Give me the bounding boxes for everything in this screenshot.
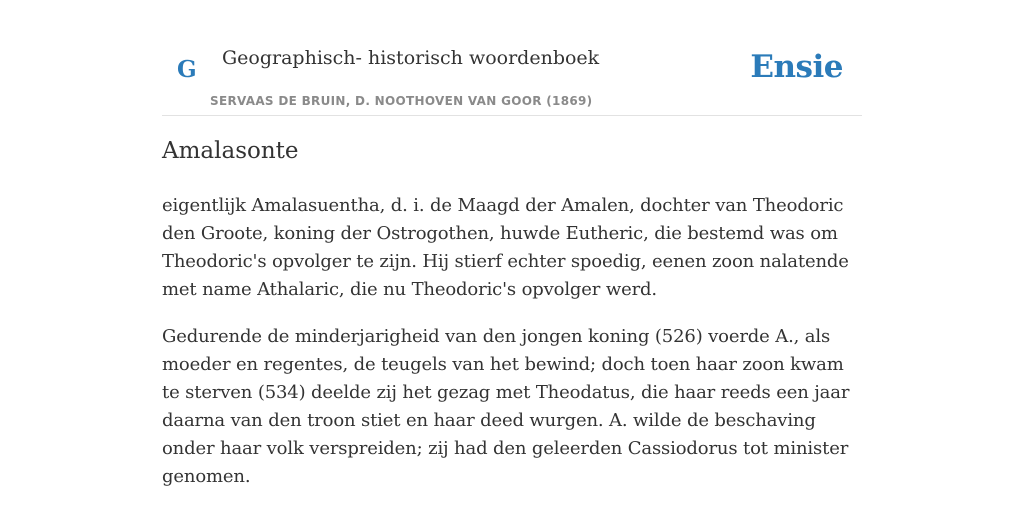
entry-title: Amalasonte	[162, 138, 299, 164]
book-initial-icon[interactable]: G	[177, 56, 197, 83]
entry-paragraph-1: eigentlijk Amalasuentha, d. i. de Maagd der Amalen, dochter van Theodoric den Groote, koning der Ostrogothen, huwde Eutheric, die bestemd was om Theodoric's opvolger te zijn. Hij stierf echter spoedig, eenen zoon nalatende met name Athalaric, die nu Theodoric's opvolger werd.	[162, 195, 849, 300]
book-header	[162, 34, 862, 116]
entry-body	[162, 192, 862, 510]
ensie-logo-link[interactable]: Ensie	[750, 49, 843, 85]
book-authors: SERVAAS DE BRUIN, D. NOOTHOVEN VAN GOOR (1869)	[210, 94, 593, 108]
entry-paragraph-2: Gedurende de minderjarigheid van den jongen koning (526) voerde A., als moeder en regentes, de teugels van het bewind; doch toen haar zoon kwam te sterven (534) deelde zij het gezag met Theodatus, die haar reeds een jaar daarna van den troon stiet en haar deed wurgen. A. wilde de beschaving onder haar volk verspreiden; zij had den geleerden Cassiodorus tot minister genomen.	[162, 326, 850, 487]
book-title-link[interactable]: Geographisch- historisch woordenboek	[222, 47, 600, 69]
